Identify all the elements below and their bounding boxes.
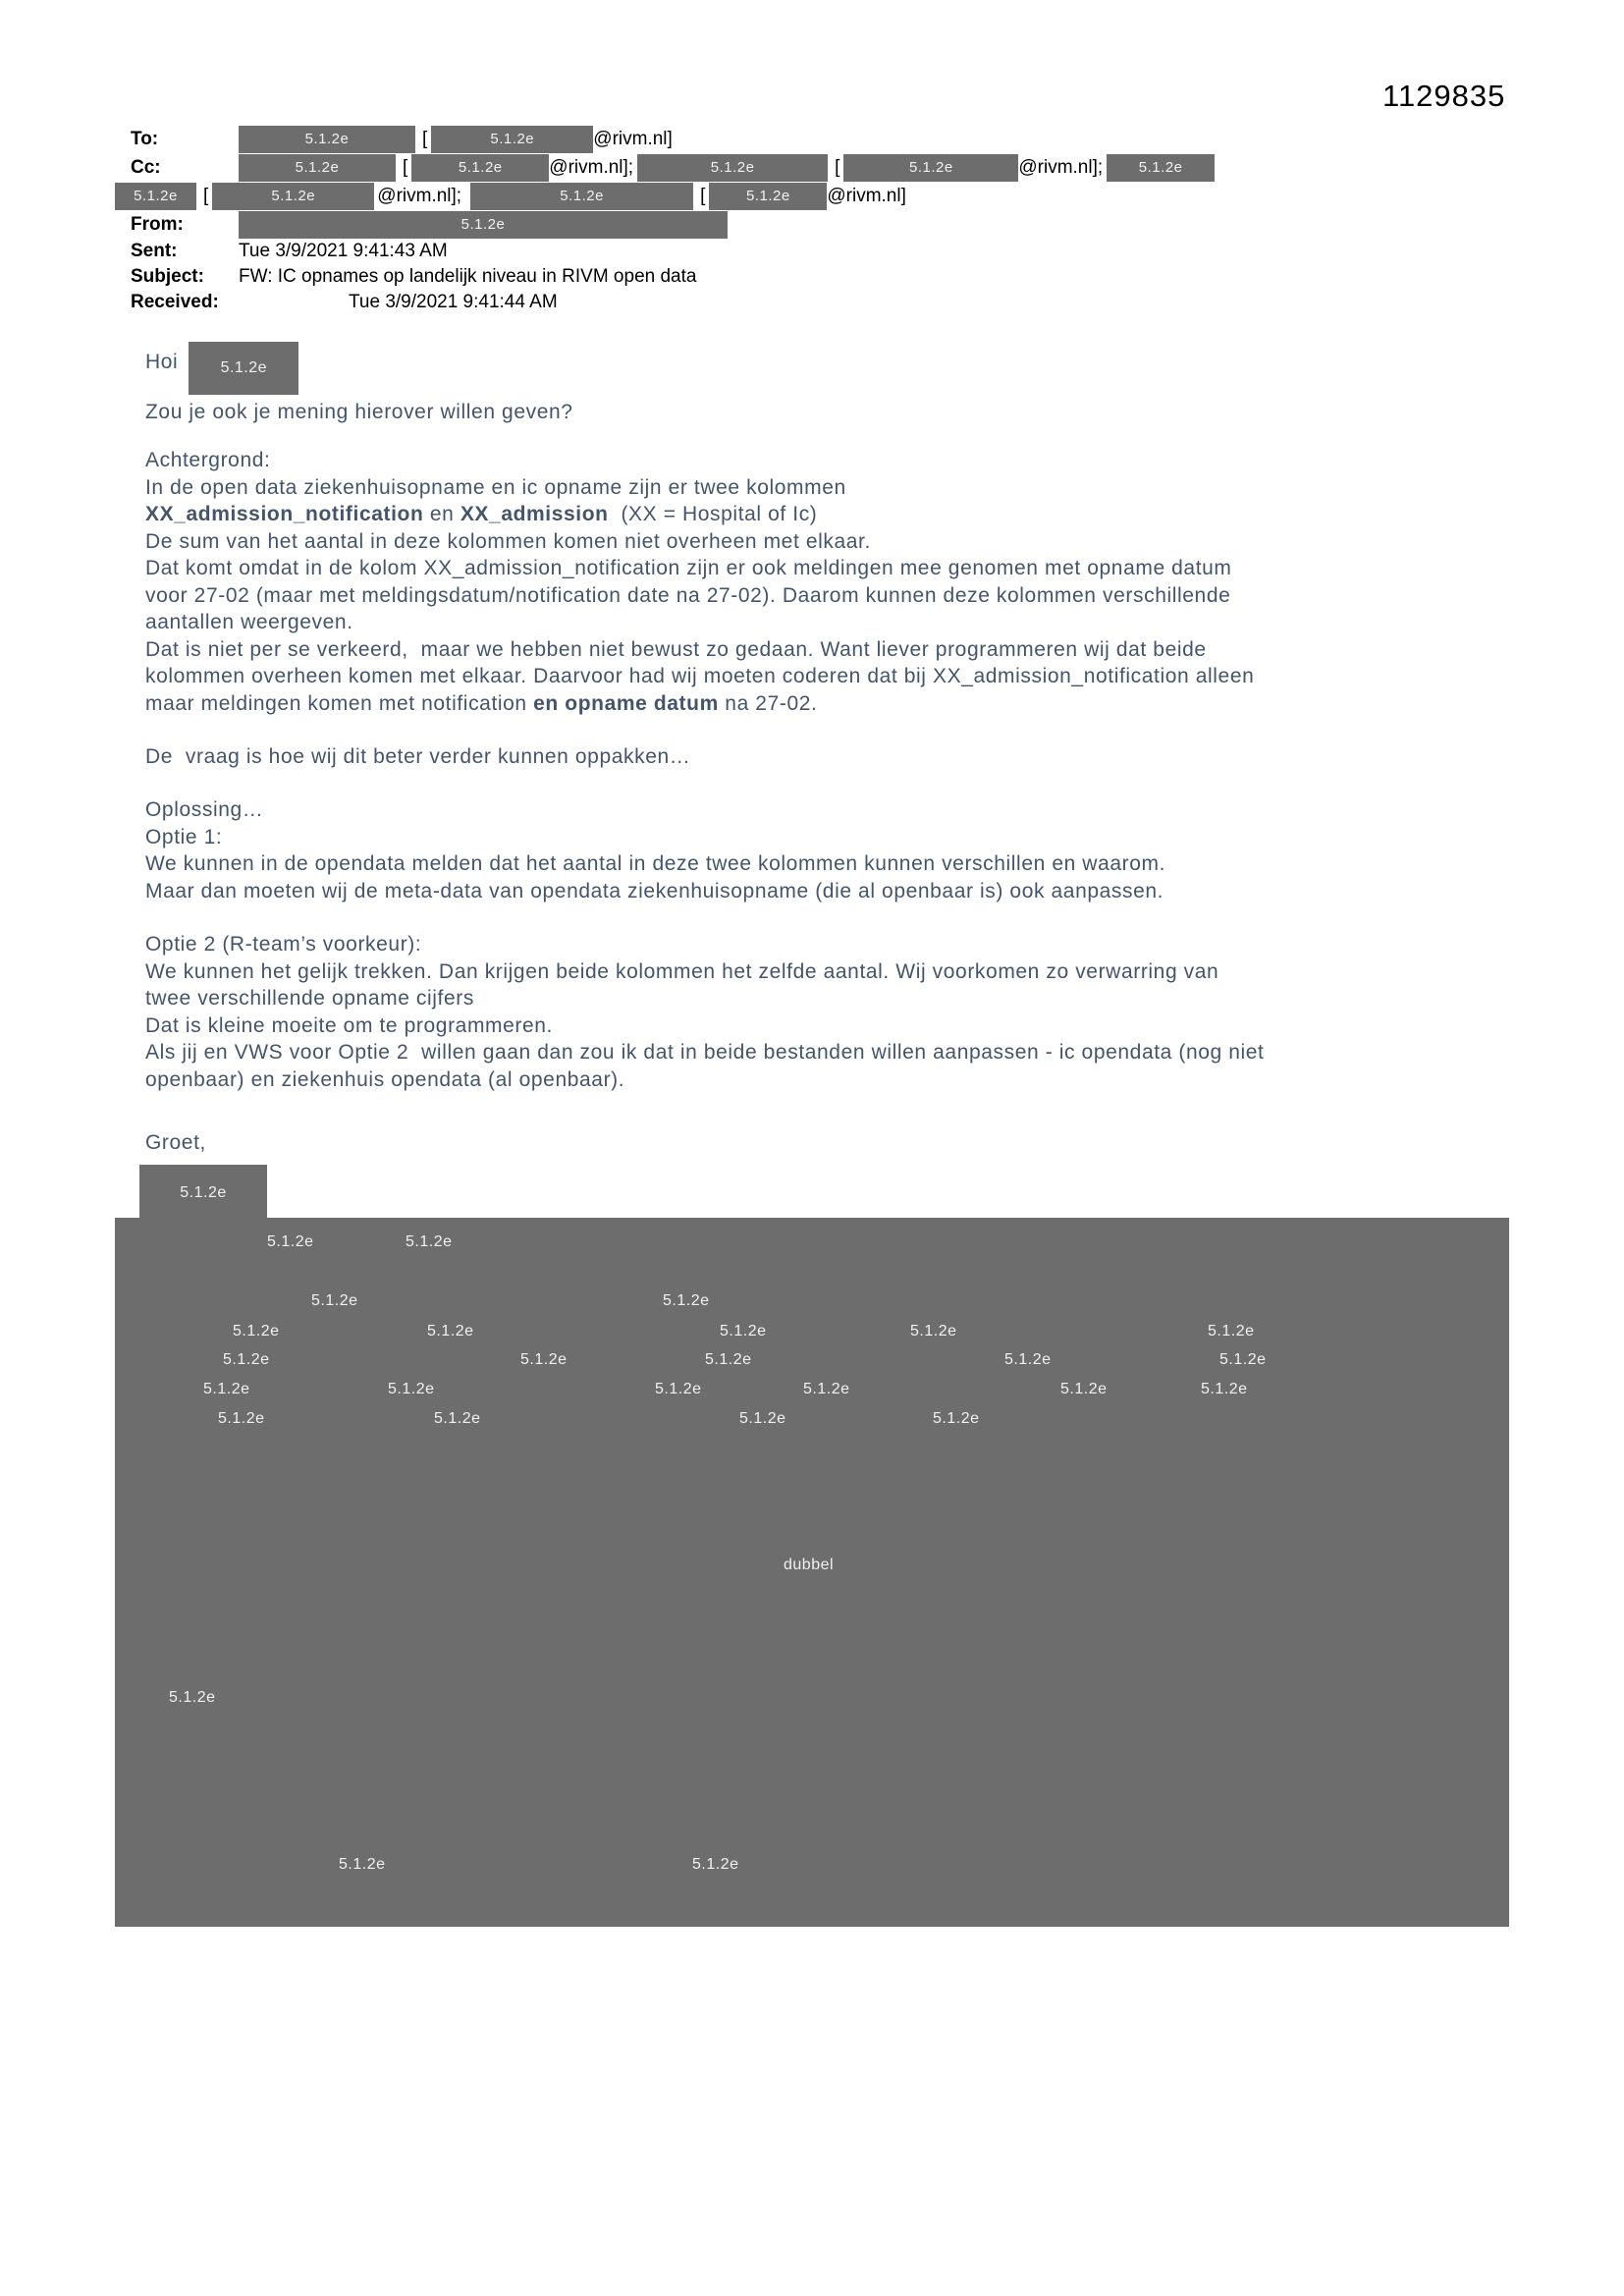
redaction-label: 5.1.2e xyxy=(218,1410,265,1427)
redaction-label: 5.1.2e xyxy=(311,1292,358,1309)
body-line: In de open data ziekenhuisopname en ic opname zijn er twee kolommen xyxy=(145,475,846,499)
redaction-label: 5.1.2e xyxy=(1004,1351,1052,1368)
body-line: aantallen weergeven. xyxy=(145,611,353,633)
redaction-label: 5.1.2e xyxy=(520,1351,568,1368)
redaction-label: 5.1.2e xyxy=(406,1233,453,1250)
question-line: Zou je ook je mening hierover willen geven? xyxy=(145,401,573,423)
body-line: Optie 2 (R-team’s voorkeur): xyxy=(145,933,422,956)
body-line: kolommen overheen komen met elkaar. Daarvoor had wij moeten coderen dat bij XX_admission_notification alleen xyxy=(145,665,1255,687)
redaction-label: 5.1.2e xyxy=(427,1323,474,1339)
email-domain: @rivm.nl] xyxy=(593,128,673,149)
redaction-box: 5.1.2e xyxy=(637,154,828,182)
header-row-received xyxy=(131,290,1215,315)
redaction-box: 5.1.2e xyxy=(115,183,196,210)
redaction-label: 5.1.2e xyxy=(720,1323,767,1339)
email-domain: @rivm.nl] xyxy=(827,185,906,206)
redaction-label: 5.1.2e xyxy=(803,1381,850,1397)
dubbel-note: dubbel xyxy=(784,1557,835,1573)
redaction-label: 5.1.2e xyxy=(933,1410,980,1427)
body-line: twee verschillende opname cijfers xyxy=(145,987,474,1010)
redaction-box: 5.1.2e xyxy=(239,126,415,153)
redaction-box-signature: 5.1.2e xyxy=(139,1165,267,1222)
email-domain: @rivm.nl]; xyxy=(1018,156,1104,178)
from-label: From: xyxy=(131,213,184,235)
redaction-box: 5.1.2e xyxy=(431,126,593,153)
body-line: Optie 1: xyxy=(145,825,223,848)
redaction-box: 5.1.2e xyxy=(239,154,396,182)
redaction-box: 5.1.2e xyxy=(1107,154,1215,182)
paragraph-optie2 xyxy=(145,931,1265,1093)
redaction-box: 5.1.2e xyxy=(212,183,374,210)
header-row-to xyxy=(131,125,1215,153)
subject-value: FW: IC opnames op landelijk niveau in RIVM open data xyxy=(239,266,697,287)
bracket-text: [ xyxy=(700,185,706,206)
redaction-box: 5.1.2e xyxy=(843,154,1018,182)
redaction-label: 5.1.2e xyxy=(910,1323,957,1339)
redaction-label: 5.1.2e xyxy=(267,1233,314,1250)
body-line: openbaar) en ziekenhuis opendata (al openbaar). xyxy=(145,1067,625,1091)
redaction-label: 5.1.2e xyxy=(388,1381,435,1397)
bold-run: XX_admission xyxy=(460,503,609,525)
bold-run: XX_admission_notification xyxy=(145,503,424,525)
redaction-label: 5.1.2e xyxy=(233,1323,280,1339)
header-row-cc-continued xyxy=(115,182,1215,210)
body-line: Achtergrond: xyxy=(145,449,271,471)
redaction-box: 5.1.2e xyxy=(411,154,549,182)
redaction-label: 5.1.2e xyxy=(169,1689,216,1706)
redaction-box: 5.1.2e xyxy=(470,183,693,210)
redaction-label: 5.1.2e xyxy=(663,1292,710,1309)
redaction-label: 5.1.2e xyxy=(1208,1323,1255,1339)
redaction-box: 5.1.2e xyxy=(189,342,298,395)
bracket-text: [ xyxy=(203,185,209,206)
to-label: To: xyxy=(131,128,159,149)
received-value: Tue 3/9/2021 9:41:44 AM xyxy=(349,292,558,312)
greeting-line xyxy=(145,342,298,395)
body-line: Dat komt omdat in de kolom XX_admission_notification zijn er ook meldingen mee genomen met opname datum xyxy=(145,557,1232,579)
body-line: Oplossing… xyxy=(145,798,264,821)
header-row-sent xyxy=(131,239,1215,264)
body-line: Dat is niet per se verkeerd, maar we hebben niet bewust zo gedaan. Want liever programmeren wij dat beide xyxy=(145,637,1207,661)
body-line xyxy=(145,690,1254,718)
cc-label: Cc: xyxy=(131,156,161,178)
text-run: na 27-02. xyxy=(718,691,818,715)
bold-run: en opname datum xyxy=(533,691,719,715)
redaction-label: 5.1.2e xyxy=(339,1856,386,1873)
redaction-label: 5.1.2e xyxy=(655,1381,702,1397)
paragraph-oplossing xyxy=(145,796,1165,904)
redaction-label: 5.1.2e xyxy=(434,1410,481,1427)
received-label: Received: xyxy=(131,292,219,312)
email-domain: @rivm.nl]; xyxy=(374,186,464,207)
header-row-from xyxy=(131,210,1215,239)
greeting-text: Hoi xyxy=(145,351,179,373)
redaction-box: 5.1.2e xyxy=(239,211,728,239)
subject-label: Subject: xyxy=(131,266,204,287)
email-header-block xyxy=(131,125,1215,315)
text-run: en xyxy=(423,503,460,525)
body-line: We kunnen in de opendata melden dat het aantal in deze twee kolommen kunnen verschillen en waarom. xyxy=(145,852,1166,875)
bracket-text: [ xyxy=(403,156,408,178)
body-line: We kunnen het gelijk trekken. Dan krijgen beide kolommen het zelfde aantal. Wij voorkomen zo verwarring van xyxy=(145,959,1219,983)
paragraph-vraag: De vraag is hoe wij dit beter verder kunnen oppakken… xyxy=(145,745,691,768)
body-line: voor 27-02 (maar met meldingsdatum/notification date na 27-02). Daarom kunnen deze kolommen verschillende xyxy=(145,583,1231,607)
body-line: Als jij en VWS voor Optie 2 willen gaan dan zou ik dat in beide bestanden willen aanpassen - ic opendata (nog niet xyxy=(145,1041,1265,1064)
email-domain: @rivm.nl]; xyxy=(549,156,634,178)
redaction-label: 5.1.2e xyxy=(1219,1351,1267,1368)
closing-line: Groet, xyxy=(145,1131,206,1154)
redaction-label: 5.1.2e xyxy=(203,1381,250,1397)
redaction-label: 5.1.2e xyxy=(739,1410,786,1427)
text-run: (XX = Hospital of Ic) xyxy=(608,503,818,525)
document-number: 1129835 xyxy=(1382,79,1506,113)
redaction-label: 5.1.2e xyxy=(1060,1381,1108,1397)
bracket-text: [ xyxy=(422,128,428,149)
body-line: De sum van het aantal in deze kolommen komen niet overheen met elkaar. xyxy=(145,529,871,553)
sent-label: Sent: xyxy=(131,241,178,261)
header-row-subject xyxy=(131,264,1215,290)
bracket-text: [ xyxy=(835,156,840,178)
body-line xyxy=(145,501,1254,528)
text-run: maar meldingen komen met notification xyxy=(145,691,534,715)
redaction-label: 5.1.2e xyxy=(705,1351,752,1368)
header-row-cc xyxy=(131,153,1215,182)
body-line: Maar dan moeten wij de meta-data van opendata ziekenhuisopname (die al openbaar is) ook aanpassen. xyxy=(145,879,1164,902)
redacted-content-block xyxy=(115,1218,1509,1927)
sent-value: Tue 3/9/2021 9:41:43 AM xyxy=(239,241,448,261)
body-line: Dat is kleine moeite om te programmeren. xyxy=(145,1013,553,1037)
redaction-label: 5.1.2e xyxy=(1201,1381,1248,1397)
paragraph-achtergrond xyxy=(145,447,1254,717)
redaction-box: 5.1.2e xyxy=(709,183,827,210)
redaction-label: 5.1.2e xyxy=(223,1351,270,1368)
redaction-label: 5.1.2e xyxy=(692,1856,739,1873)
